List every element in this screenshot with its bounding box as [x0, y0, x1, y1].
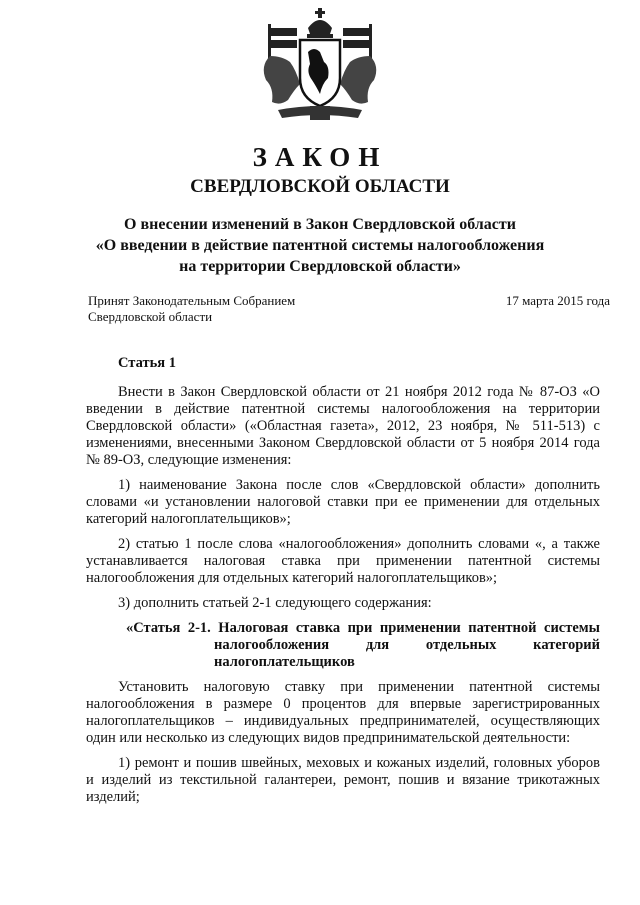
adoption-line: Свердловской области — [88, 309, 213, 324]
amendment-item: 1) наименование Закона после слов «Свердловской области» дополнить словами «и установлении налоговой ставки при ее применении для отдельных категорий налогоплательщиков»; — [86, 477, 600, 527]
adoption-date: 17 марта 2015 года — [505, 293, 610, 308]
document-title: ЗАКОН — [252, 142, 388, 172]
subject-line: О внесении изменений в Закон Свердловской области — [124, 216, 516, 233]
subject-line: «О введении в действие патентной системы налогообложения — [95, 237, 545, 254]
article-2-1-heading: «Статья 2-1. Налоговая ставка при применении патентной системы налогообложения для отдельных категорий налогоплательщиков — [126, 620, 600, 670]
document-subject — [0, 214, 640, 277]
amendment-item: 2) статью 1 после слова «налогообложения» дополнить словами «, а также устанавливается налоговая ставка при применении патентной системы налогообложения для отдельных категорий налогоплательщиков»; — [86, 536, 600, 586]
adoption-note — [88, 293, 295, 325]
amendment-item: 3) дополнить статьей 2-1 следующего содержания: — [118, 595, 432, 611]
article-intro: Внести в Закон Свердловской области от 21 ноября 2012 года № 87-ОЗ «О введении в действие патентной системы налогообложения на территории Свердловской области» («Областная газета», 2012, 23 ноября, № 511-513) с изменениями, внесенными Законом Свердловской области от 5 ноября 2014 года № 89-ОЗ, следующие изменения: — [86, 384, 600, 468]
article-2-1-text: Установить налоговую ставку при применении патентной системы налогообложения в размере 0 процентов для впервые зарегистрированных налогоплательщиков – индивидуальных предпринимателей, осуществляющих один или несколько из следующих видов предпринимательской деятельности: — [86, 679, 600, 746]
document-region: СВЕРДЛОВСКОЙ ОБЛАСТИ — [190, 176, 450, 197]
article-heading: Статья 1 — [118, 355, 176, 371]
activity-item: 1) ремонт и пошив швейных, меховых и кожаных изделий, головных уборов и изделий из текстильной галантереи, ремонт, пошив и вязание трикотажных изделий; — [86, 755, 600, 805]
document-body — [86, 355, 600, 814]
coat-of-arms-emblem — [250, 6, 390, 124]
adoption-line: Принят Законодательным Собранием — [88, 293, 296, 308]
subject-line: на территории Свердловской области» — [179, 258, 461, 275]
